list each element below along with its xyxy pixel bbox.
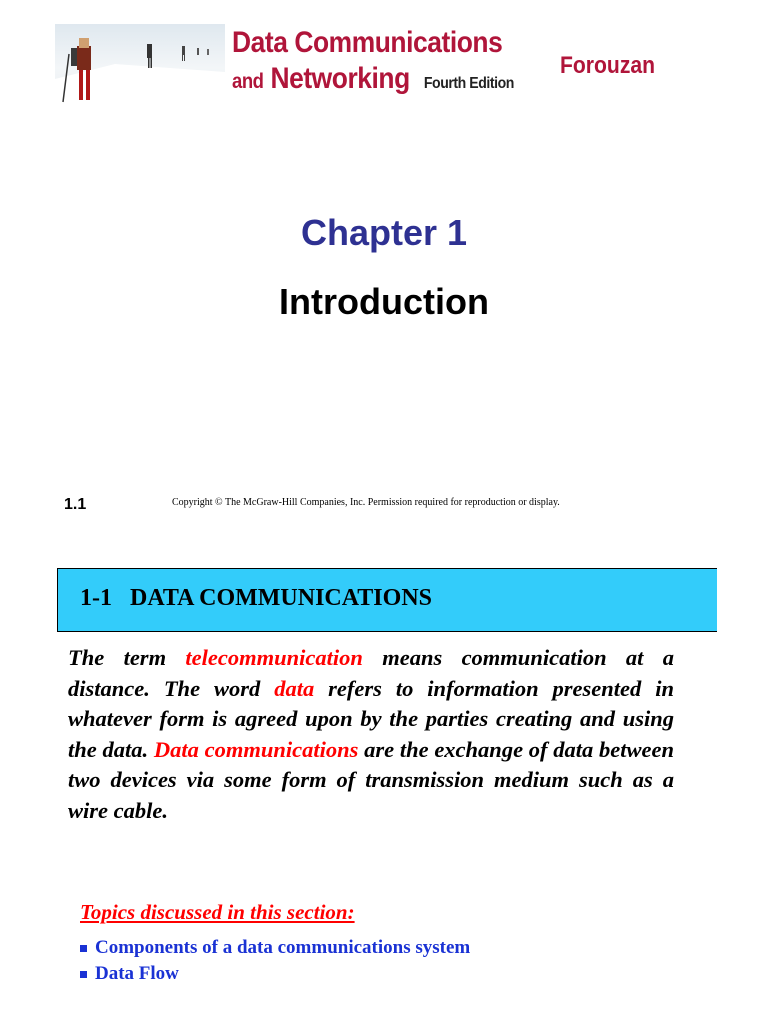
book-edition: Fourth Edition	[423, 75, 514, 92]
book-title	[232, 28, 552, 94]
book-title-line1: Data Communications	[232, 26, 503, 59]
paragraph-text: are the exchange of data between two devices via some form of transmission medium such as a wire cable.	[68, 736, 674, 823]
book-title-and: and	[232, 70, 264, 93]
topics-heading: Topics discussed in this section:	[80, 900, 355, 924]
banner-photo-skiers	[55, 24, 225, 104]
topic-label: Data Flow	[95, 963, 179, 984]
square-bullet-icon	[80, 945, 87, 952]
paragraph-text: refers to information presented in whatever form is agreed upon by the parties creating and using the data.	[68, 675, 674, 762]
definition-paragraph	[68, 643, 674, 826]
topic-label: Components of a data communications system	[95, 937, 471, 958]
book-author: Forouzan	[560, 52, 656, 79]
keyword-telecommunication: telecommunication	[185, 645, 363, 670]
section-heading-box	[57, 568, 717, 632]
paragraph-text: means communication at a distance. The word	[68, 645, 674, 701]
list-item	[80, 961, 470, 987]
square-bullet-icon	[80, 971, 87, 978]
paragraph-text: The term	[68, 645, 186, 670]
chapter-title: Chapter 1	[300, 212, 468, 253]
list-item	[80, 935, 470, 961]
content-slide	[0, 545, 768, 1024]
page-number: 1.1	[64, 496, 87, 513]
keyword-data-communications: Data communications	[153, 736, 359, 762]
chapter-subtitle: Introduction	[279, 281, 489, 322]
book-title-line2	[232, 64, 514, 94]
book-title-networking: Networking	[270, 62, 410, 95]
section-heading: 1-1 DATA COMMUNICATIONS	[80, 585, 432, 611]
keyword-data: data	[274, 675, 315, 701]
copyright-notice: Copyright © The McGraw-Hill Companies, Inc. Permission required for reproduction or display.	[172, 497, 560, 508]
topics-list	[80, 935, 470, 987]
